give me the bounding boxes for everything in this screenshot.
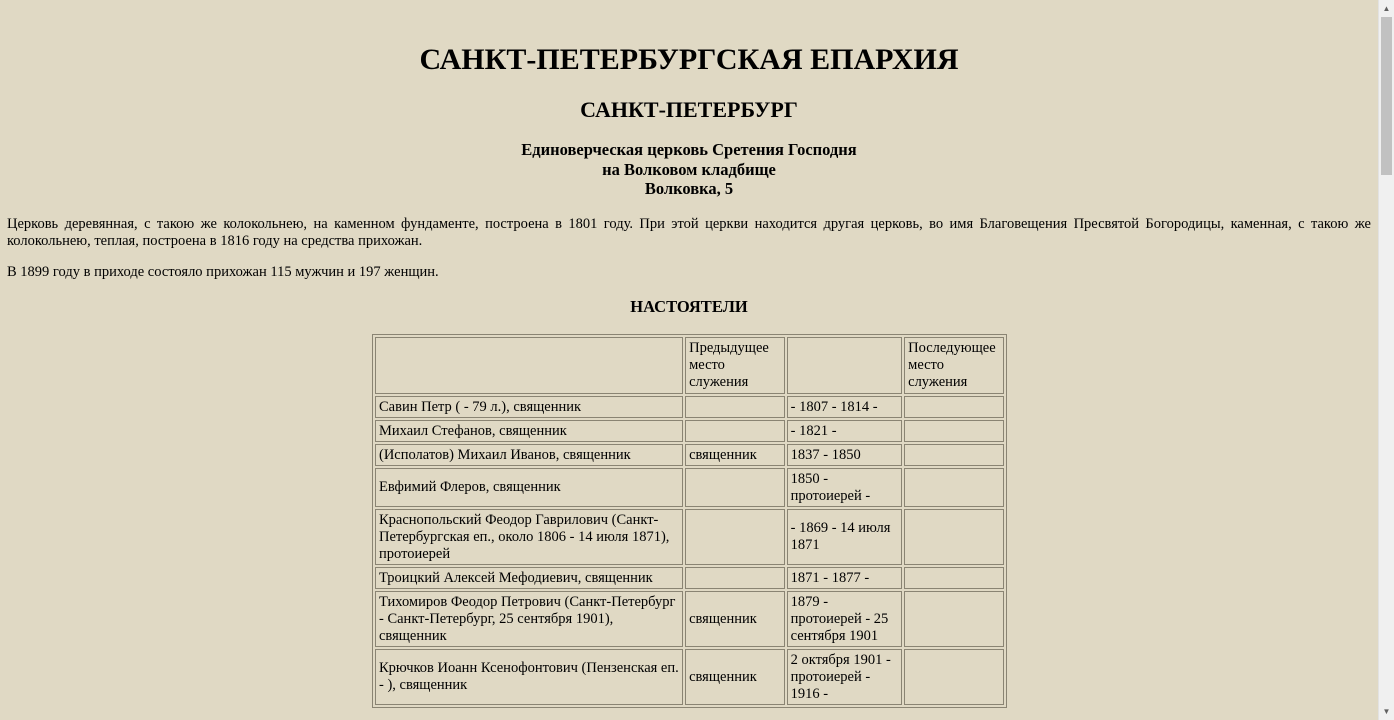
cell-previous-place: священник xyxy=(685,591,785,647)
cell-name: (Исполатов) Михаил Иванов, священник xyxy=(375,444,683,466)
cell-name: Евфимий Флеров, священник xyxy=(375,468,683,507)
cell-next-place xyxy=(904,420,1004,442)
header-cell-next-place: Последующее место служения xyxy=(904,337,1004,394)
cell-next-place xyxy=(904,444,1004,466)
table-header-row xyxy=(375,337,1004,394)
rectors-table xyxy=(372,334,1007,708)
table-row xyxy=(375,649,1004,705)
church-location: на Волковом кладбище xyxy=(602,159,776,179)
cell-next-place xyxy=(904,591,1004,647)
cell-years: 2 октября 1901 - протоиерей - 1916 - xyxy=(787,649,903,705)
diocese-title: САНКТ-ПЕТЕРБУРГСКАЯ ЕПАРХИЯ xyxy=(419,43,959,76)
cell-previous-place xyxy=(685,396,785,418)
cell-years: 1850 - протоиерей - xyxy=(787,468,903,507)
city-title: САНКТ-ПЕТЕРБУРГ xyxy=(580,97,798,122)
vertical-scrollbar[interactable] xyxy=(1378,0,1394,720)
cell-next-place xyxy=(904,396,1004,418)
cell-years: - 1869 - 14 июля 1871 xyxy=(787,509,903,565)
table-row xyxy=(375,396,1004,418)
table-row xyxy=(375,468,1004,507)
church-heading xyxy=(0,140,1378,199)
cell-name: Троицкий Алексей Мефодиевич, священник xyxy=(375,567,683,589)
scroll-up-icon[interactable]: ▲ xyxy=(1382,4,1391,13)
header-cell-years xyxy=(787,337,903,394)
cell-years: 1837 - 1850 xyxy=(787,444,903,466)
table-row xyxy=(375,509,1004,565)
cell-next-place xyxy=(904,509,1004,565)
cell-previous-place xyxy=(685,509,785,565)
scrollbar-thumb[interactable] xyxy=(1381,17,1392,175)
cell-years: - 1807 - 1814 - xyxy=(787,396,903,418)
cell-next-place xyxy=(904,649,1004,705)
header-cell-previous-place: Предыдущее место служения xyxy=(685,337,785,394)
cell-previous-place xyxy=(685,468,785,507)
church-address: Волковка, 5 xyxy=(644,179,734,198)
header-cell-name xyxy=(375,337,683,394)
cell-years: 1871 - 1877 - xyxy=(787,567,903,589)
cell-name: Савин Петр ( - 79 л.), священник xyxy=(375,396,683,418)
cell-name: Михаил Стефанов, священник xyxy=(375,420,683,442)
cell-next-place xyxy=(904,567,1004,589)
rectors-heading: НАСТОЯТЕЛИ xyxy=(630,297,748,316)
table-row xyxy=(375,591,1004,647)
parish-statistics: В 1899 году в приходе состояло прихожан 115 мужчин и 197 женщин. xyxy=(7,264,439,280)
cell-previous-place xyxy=(685,420,785,442)
cell-name: Крючков Иоанн Ксенофонтович (Пензенская еп. - ), священник xyxy=(375,649,683,705)
church-description: Церковь деревянная, с такою же колокольнею, на каменном фундаменте, построена в 1801 году. При этой церкви находится другая церковь, во имя Благовещения Пресвятой Богородицы, каменная, с такою же колокольнею, теплая, построена в 1816 году на средства прихожан. xyxy=(7,216,1371,249)
cell-previous-place xyxy=(685,567,785,589)
church-name: Единоверческая церковь Сретения Господня xyxy=(521,140,857,159)
cell-previous-place: священник xyxy=(685,649,785,705)
cell-name: Тихомиров Феодор Петрович (Санкт-Петербург - Санкт-Петербург, 25 сентября 1901), священник xyxy=(375,591,683,647)
cell-name: Краснопольский Феодор Гаврилович (Санкт-Петербургская еп., около 1806 - 14 июля 1871), протоиерей xyxy=(375,509,683,565)
table-row xyxy=(375,420,1004,442)
cell-years: 1879 - протоиерей - 25 сентября 1901 xyxy=(787,591,903,647)
scroll-down-icon[interactable]: ▼ xyxy=(1382,707,1391,716)
cell-years: - 1821 - xyxy=(787,420,903,442)
table-row xyxy=(375,444,1004,466)
cell-previous-place: священник xyxy=(685,444,785,466)
cell-next-place xyxy=(904,468,1004,507)
table-row xyxy=(375,567,1004,589)
